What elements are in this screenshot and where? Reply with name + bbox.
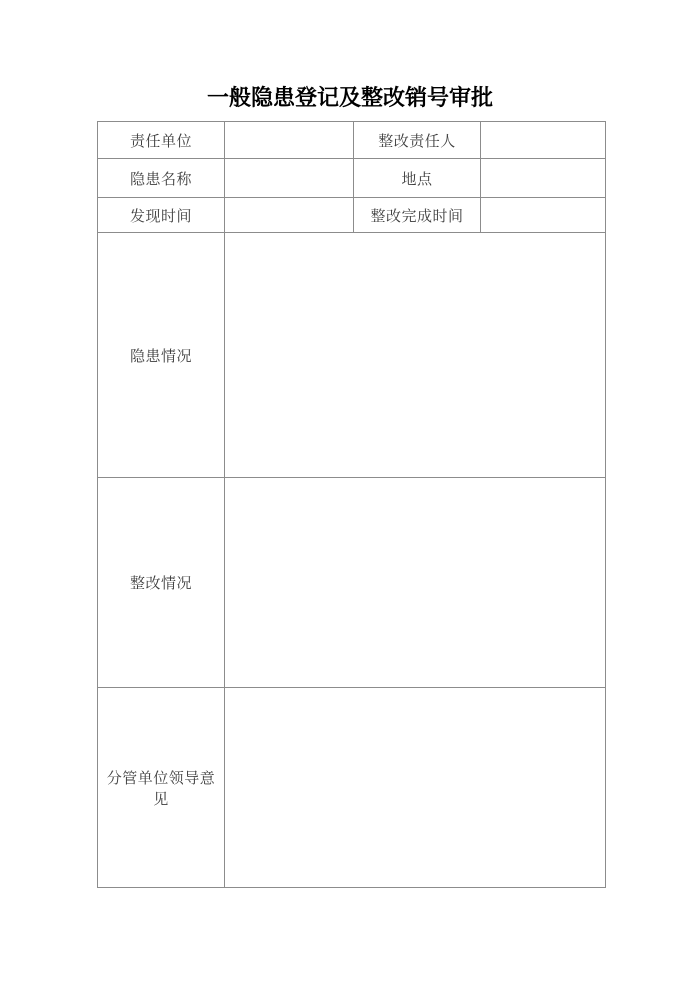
table-row [98,122,606,159]
label-responsible-unit: 责任单位 [98,122,225,159]
label-discovery-time: 发现时间 [98,198,225,233]
table-row [98,198,606,233]
form-title: 一般隐患登记及整改销号审批 [206,85,493,110]
label-rectification-details: 整改情况 [98,478,225,688]
input-rectification-details[interactable] [225,478,606,688]
input-hazard-name[interactable] [225,159,354,198]
input-location[interactable] [481,159,606,198]
table-row [98,478,606,688]
input-rectification-person[interactable] [481,122,606,159]
input-leader-opinion[interactable] [225,688,606,888]
input-completion-time[interactable] [481,198,606,233]
label-leader-opinion: 分管单位领导意见 [98,688,225,888]
input-discovery-time[interactable] [225,198,354,233]
label-completion-time: 整改完成时间 [354,198,481,233]
label-hazard-name: 隐患名称 [98,159,225,198]
label-rectification-person: 整改责任人 [354,122,481,159]
input-responsible-unit[interactable] [225,122,354,159]
label-hazard-details: 隐患情况 [98,233,225,478]
table-row [98,159,606,198]
table-row [98,688,606,888]
table-row [98,233,606,478]
label-location: 地点 [354,159,481,198]
approval-form-table [97,121,606,888]
input-hazard-details[interactable] [225,233,606,478]
